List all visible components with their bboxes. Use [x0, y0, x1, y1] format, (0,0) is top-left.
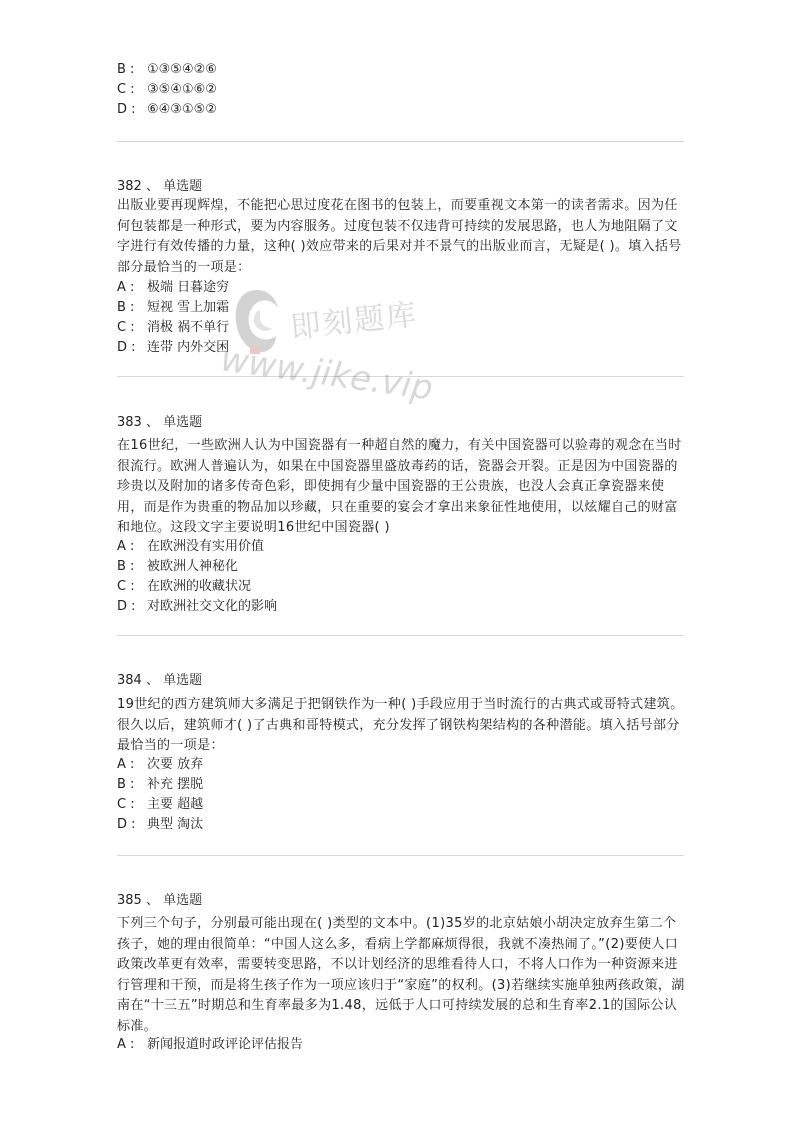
option-a: A : 次要 放弃 — [117, 757, 204, 772]
watermark — [218, 278, 436, 418]
option-a: A : 在欧洲没有实用价值 — [117, 539, 265, 554]
prev-option-c: C : ③⑤④①⑥② — [117, 82, 217, 97]
prev-option-b: B : ①③⑤④②⑥ — [117, 62, 217, 77]
option-a: A : 新闻报道时政评论评估报告 — [117, 1037, 304, 1052]
option-b: B : 补充 摆脱 — [117, 777, 204, 792]
watermark-brand: 即刻题库 — [288, 297, 420, 346]
question-stem: 出版业要再现辉煌，不能把心思过度花在图书的包装上，而要重视文本第一的读者需求。因为任何包装都是一种形式，要为内容服务。过度包装不仅违背可持续的发展思路，也人为地阻隔了文字进行有效传播的力量，这种( )效应带来的后果对并不景气的出版业而言，无疑是( )。填入括号部分最恰当的一项是： — [117, 198, 682, 275]
question-header: 385 、 单选题 — [117, 893, 203, 908]
option-d: D : 对欧洲社交文化的影响 — [117, 599, 278, 614]
option-c: C : 在欧洲的收藏状况 — [117, 579, 252, 594]
divider — [117, 635, 684, 636]
question-header: 382 、 单选题 — [117, 179, 203, 194]
option-b: B : 被欧洲人神秘化 — [117, 559, 239, 574]
option-d: D : 典型 淘汰 — [117, 817, 204, 832]
question-header: 384 、 单选题 — [117, 673, 203, 688]
question-stem: 19世纪的西方建筑师大多满足于把钢铁作为一种( )手段应用于当时流行的古典式或哥特式建筑。很久以后，建筑师才( )了古典和哥特模式，充分发挥了钢铁构架结构的各种潜能。填入括号部分最恰当的一项是： — [117, 697, 684, 753]
prev-option-d: D : ⑥④③①⑤② — [117, 102, 217, 117]
divider — [117, 141, 684, 142]
question-stem: 下列三个句子，分别最可能出现在( )类型的文本中。(1)35岁的北京姑娘小胡决定放弃生第二个孩子，她的理由很简单：“中国人这么多，看病上学都麻烦得很，我就不凑热闹了。”(2)要使人口政策改革更有效率，需要转变思路，不以计划经济的思维看待人口，不将人口作为一种资源来进行管理和干预，而是将生孩子作为一项应该归于“家庭”的权利。(3)若继续实施单独两孩政策，湖南在“十三五”时期总和生育率最多为1.48，远低于人口可持续发展的总和生育率2.1的国际公认标准。 — [117, 916, 685, 1034]
option-a: A : 极端 日暮途穷 — [117, 280, 230, 295]
option-c: C : 主要 超越 — [117, 797, 204, 812]
question-stem: 在16世纪，一些欧洲人认为中国瓷器有一种超自然的魔力，有关中国瓷器可以验毒的观念在当时很流行。欧洲人普遍认为，如果在中国瓷器里盛放毒药的话，瓷器会开裂。正是因为中国瓷器的珍贵以及附加的诸多传奇色彩，即使拥有少量中国瓷器的王公贵族，也没人会真正拿瓷器来使用，而是作为贵重的物品加以珍藏，只在重要的宴会才拿出来象征性地使用，以炫耀自己的财富和地位。这段文字主要说明16世纪中国瓷器( ) — [117, 438, 682, 535]
option-c: C : 消极 祸不单行 — [117, 320, 230, 335]
option-d: D : 连带 内外交困 — [117, 340, 230, 355]
watermark-url: www.jike.vip — [218, 339, 436, 409]
option-b: B : 短视 雪上加霜 — [117, 300, 230, 315]
divider — [117, 855, 684, 856]
question-header: 383 、 单选题 — [117, 415, 203, 430]
